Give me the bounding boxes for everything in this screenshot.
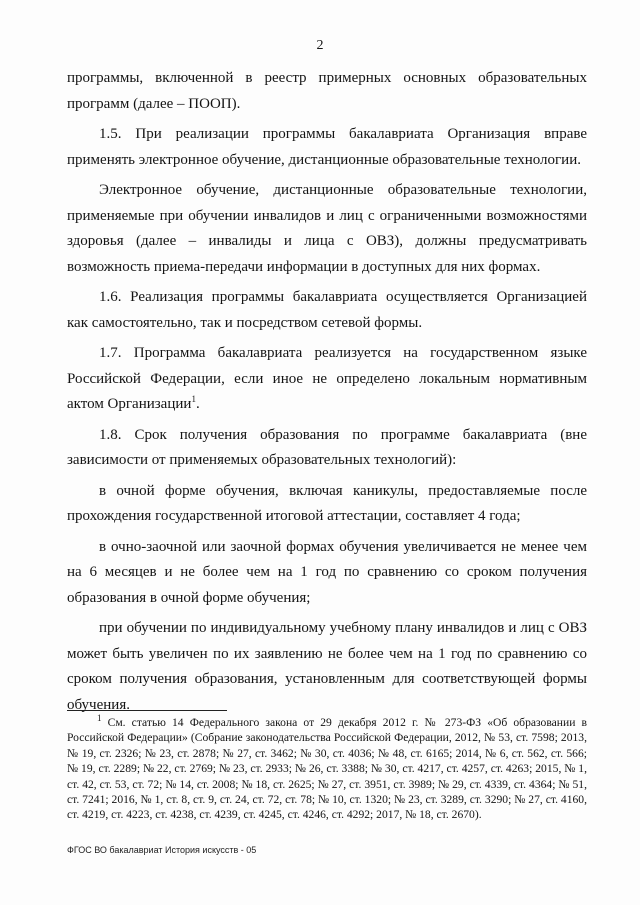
paragraph-electronic-learning: Электронное обучение, дистанционные образовательные технологии, применяемые при обучении инвалидов и лиц с ограниченными возможностями здоровья (далее – инвалиды и лица с ОВЗ), должны предусматривать возможность приема-передачи информации в доступных для них формах. (67, 182, 587, 275)
body-text (67, 66, 587, 723)
footnote-mark: 1 (97, 713, 102, 724)
paragraph-1-7-text: 1.7. Программа бакалавриата реализуется на государственном языке Российской Федерации, если иное не определено локальным нормативным актом Организации (67, 345, 587, 412)
paragraph-1-6: 1.6. Реализация программы бакалавриата осуществляется Организацией как самостоятельно, так и посредством сетевой формы. (67, 289, 587, 331)
footnote-divider (67, 710, 227, 711)
footnote-text: См. статью 14 Федерального закона от 29 декабря 2012 г. № 273-ФЗ «Об образовании в Российской Федерации» (Собрание законодательства Российской Федерации, 2012, № 53, ст. 7598; 2013, № 19, ст. 2326; № 23, ст. 2878; № 27, ст. 3462; № 30, ст. 4036; № 48, ст. 6165; 2014, № 6, ст. 562, ст. 566; № 19, ст. 2289; № 22, ст. 2769; № 23, ст. 2933; № 26, ст. 3388; № 30, ст. 4217, ст. 4257, ст. 4263; 2015, № 1, ст. 42, ст. 53, ст. 72; № 14, ст. 2008; № 18, ст. 2625; № 27, ст. 3951, ст. 3989; № 29, ст. 4339, ст. 4364; № 51, ст. 7241; 2016, № 1, ст. 8, ст. 9, ст. 24, ст. 72, ст. 78; № 10, ст. 1320; № 23, ст. 3289, ст. 3290; № 27, ст. 4160, ст. 4219, ст. 4223, ст. 4238, ст. 4239, ст. 4245, ст. 4246, ст. 4292; 2017, № 18, ст. 2670). (67, 716, 587, 822)
paragraph-1-8: 1.8. Срок получения образования по программе бакалавриата (вне зависимости от применяемых образовательных технологий): (67, 426, 587, 468)
footnote (67, 715, 587, 823)
paragraph-1-7 (67, 341, 587, 418)
paragraph-individual-plan: при обучении по индивидуальному учебному плану инвалидов и лиц с ОВЗ может быть увеличен по их заявлению не более чем на 1 год по сравнению со сроком получения образования, установленным для соответствующей формы обучения. (67, 620, 587, 713)
paragraph-full-time: в очной форме обучения, включая каникулы, предоставляемые после прохождения государственной итоговой аттестации, составляет 4 года; (67, 482, 587, 524)
paragraph-1-5: 1.5. При реализации программы бакалавриата Организация вправе применять электронное обучение, дистанционные образовательные технологии. (67, 126, 587, 168)
page-number: 2 (316, 38, 324, 53)
paragraph-1-7-end: . (195, 396, 200, 412)
footnote-reference[interactable]: 1 (191, 394, 196, 404)
paragraph-part-time: в очно-заочной или заочной формах обучения увеличивается не менее чем на 6 месяцев и не более чем на 1 год по сравнению со сроком получения образования в очной форме обучения; (67, 538, 587, 606)
paragraph-continuation: программы, включенной в реестр примерных основных образовательных программ (далее – ПООП). (67, 70, 587, 112)
page-footer: ФГОС ВО бакалавриат История искусств - 05 (67, 845, 257, 855)
